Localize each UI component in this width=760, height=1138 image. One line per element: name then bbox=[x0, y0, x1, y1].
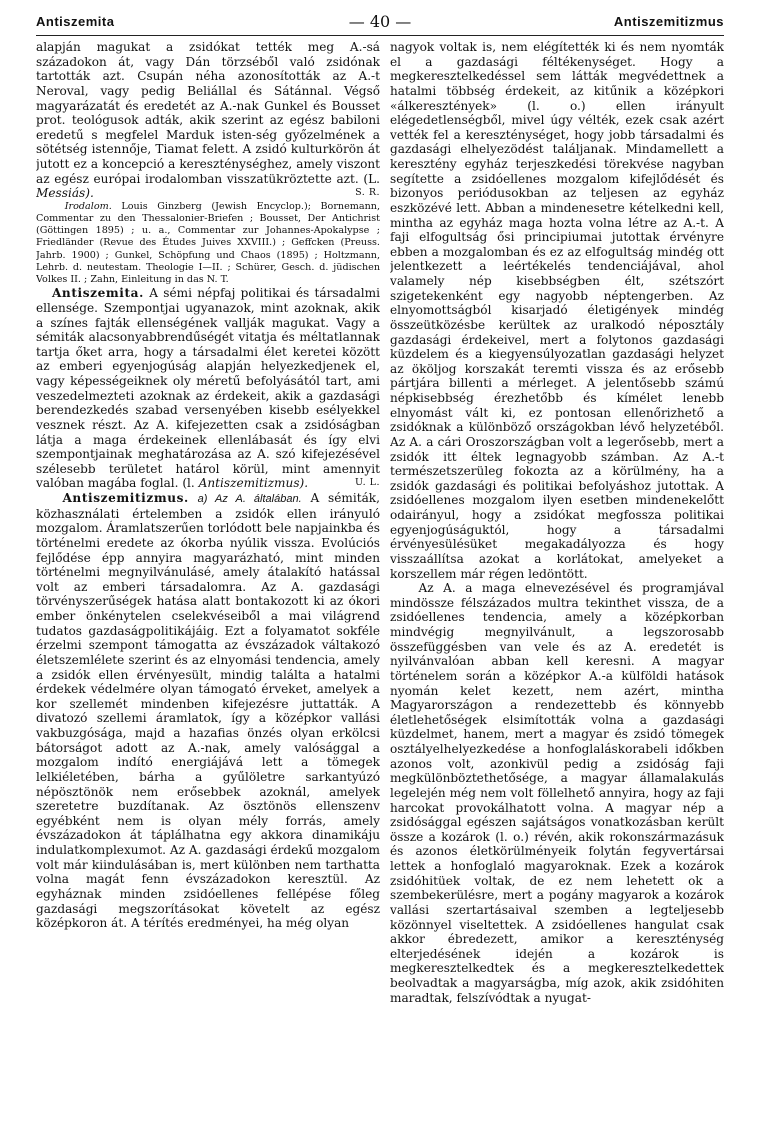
literature-list bbox=[36, 201, 380, 286]
literature-label: Irodalom. bbox=[64, 200, 112, 212]
body-text: A sémiták, közhasználati értelemben a zsidók ellen irányuló mozgalom. Áramlatszerűen torlódott bele napjainkba és történelmi eredete az ókorba nyúlik vissza. Evolúciós fejlődése épp annyira magyarázható, mint minden történelmi megnyilvánulásé, amely átalakító hatással volt az emberi társadalomra. Az A. gazdasági törvényszerűségek hatása alatt bontakozott ki az ókori ember önkénytelen cselekvéseiből a mai világrend tudatos gazdaságpolitikájáig. Ezt a folyamatot sokféle érzelmi szempont támogatta az évszázadok váltakozó életszemlélete szerint és az elnyomási tendencia, amely a zsidók ellen érvényesült, mindig találta a hatalmi érdekek védelmére olyan támogató érveket, amelyek a kor szellemét mindenben kifejezésre juttatták. A divatozó szellemi áramlatok, így a középkor vallási vakbuzgósága, majd a hazafias önzés olyan erkölcsi bátorságot adott az A.-nak, amely valósággal a mozgalom indító energiájává lett a tömegek lelkiéletében, bárha a gyűlöletre sarkantyúzó népösztönök nem erősebbek azoknál, amelyek szeretetre buzdítanak. Az ösztönös ellenszenv egyébként nem is olyan mély forrás, amely évszázadokon át táplálhatna egy akkora dinamikáju indulatkomplexumot. Az A. gazdasági érdekű mozgalom volt már kiindulásában is, mert különben nem tarthatta volna magát fenn évszázadokon keresztül. Az egyháznak minden zsidóellenes fellépése főleg gazdasági megszorításokat követelt az egész középkoron át. A térítés eredményei, ha még olyan bbox=[36, 491, 380, 931]
cross-reference: Antiszemitizmus). bbox=[198, 476, 309, 491]
entry-antichrist-end bbox=[36, 40, 380, 201]
entry-antiszemita bbox=[36, 286, 380, 491]
header-rule bbox=[36, 35, 724, 36]
page-header bbox=[36, 14, 724, 36]
running-head-right: Antiszemitizmus bbox=[613, 14, 724, 29]
literature-text: Louis Ginzberg (Jewish Encyclop.); Bornemann, Commentar zu den Thessalonier-Briefen ; Bousset, Der Antichrist (Göttingen 1895) ; u. a., Commentar zur Johannes-Apokalypse ; Friedländer (Revue des Études Juives XXVIII.) ; Geffcken (Preuss. Jahrb. 1900) ; Gunkel, Schöpfung und Chaos (1895) ; Holtzmann, Lehrb. d. neutestam. Theologie I—II. ; Schürer, Gesch. d. jüdischen Volkes II. ; Zahn, Einleitung in das N. T. bbox=[36, 200, 380, 286]
author-signature: U. L. bbox=[354, 477, 380, 489]
left-column bbox=[36, 40, 380, 1125]
body-text: Az A. a maga elnevezésével és programjával mindössze félszázados multra tekinthet vissza, de a zsidóellenes tendencia, amely a középkorban mindvégig megnyilvánult, a legszorosabb összefüggésben van vele és az A. eredetét is nyilvánvalóan abban kell keresni. A magyar történelem során a középkor A.-a külföldi hatások nyomán kelet kezett, nem azért, mintha Magyarországon a rendezettebb és könnyebb életlehetőségek elsimították volna a gazdasági küzdelmet, hanem, mert a magyar és zsidó tömegek osztályelhelyezkedése a honfoglaláskorabeli időkben azonos volt, azonkivül pedig a zsidóság faji megkülönböztethetősége, a magyar államalakulás legelején még nem volt föllelhető annyira, hogy az faji harcokat provokálhatott volna. A magyar nép a zsidósággal egészen sajátságos vonatkozásban került össze a kozárok (l. o.) révén, akik rokonszármazásuk és azonos életkörülményeik folytán fegyvertársai lettek a honfoglaló magyaroknak. Ezek a kozárok zsidóhitüek voltak, de ez nem lehetett ok a szembekerülésre, mert a pogány magyarok a kozárok vallási szertartásaival szemben a legteljesebb közönnyel viseltettek. A zsidóellenes hangulat csak akkor ébredezett, amikor a kereszténység elterjedésének idején a kozárok is megkeresztelkedtek és a megkeresztelkedettek beolvadtak a magyarságba, míg azok, akik zsidóhiten maradtak, felszívódtak a nyugat- bbox=[390, 581, 724, 1005]
page-number: — 40 — bbox=[348, 12, 412, 31]
section-subheading: a) Az A. általában. bbox=[197, 493, 302, 506]
right-column bbox=[390, 40, 724, 1125]
body-text: alapján magukat a zsidókat tették meg A.-sá századokon át, vagy Dán törzséből való zsidónak tartották azt. Csupán néha azonosították az A.-t Neroval, vagy pedig Beliállal és Sátánnal. Végső magyarázatát és eredetét az A.-nak Gunkel és Bousset prot. teológusok adták, akik szerint az egész babiloni eredetű s megfelel Marduk isten-ség győzelmének a sötétség istennője, Tiamat felett. A zsidó kulturkörön át jutott ez a koncepció a kereszténységhez, amely viszont az egész európai irodalomban visszatükröztette azt. (L. bbox=[36, 40, 380, 186]
entry-antiszemitizmus bbox=[36, 491, 380, 931]
body-paragraph bbox=[390, 581, 724, 1005]
cross-reference: Messiás). bbox=[36, 186, 94, 201]
running-head-left: Antiszemita bbox=[36, 14, 115, 29]
body-text: A sémi népfaj politikai és társadalmi ellensége. Szempontjai ugyanazok, mint azoknak, akik a színes fajták ellenségének vallják magukat. Vagy a sémiták alacsonyabbrendűségét vitatja és méltatlannak tartja őket arra, hogy a társadalmi élet keretei között az emberi egyenjogúság alapján helyezkedjenek el, vagy képességeiknek oly méretű befolyásától tart, ami veszedelmezteti azoknak az érdekeit, akik a gazdasági berendezkedés szabad versenyében kisebb esélyekkel vesznek részt. Az A. kifejezetten csak a zsidóságban látja a maga érdekeinek ellenlábasát és így elvi szempontjainak meghatározása az A. szó kifejezésével szélesebb területet határol körül, mint amennyit valóban magába foglal. (l. bbox=[36, 286, 380, 491]
entry-headword: Antiszemitizmus. bbox=[62, 491, 189, 506]
author-signature: S. R. bbox=[355, 187, 380, 199]
entry-headword: Antiszemita. bbox=[51, 286, 144, 301]
body-paragraph: nagyok voltak is, nem elégítették ki és nem nyomták el a gazdasági féltékenységet. Hogy a megkeresztelkedéssel sem látták megvédettnek a hatalmi többség érdekeit, az kitűnik a középkori «álkeresztények» (l. o.) ellen irányult elégedetlenségből, mivel úgy vélték, ezek csak azért vették fel a kereszténységet, hogy jobb társadalmi és gazdasági elhelyezödést találjanak. Mindamellett a keresztény egyház terjeszkedési törekvése nagyban segítette a zsidóellenes mozgalom kifejlődését és bizonyos periódusokban az teljesen az egyház eszközévé lett. Abban a mindenesetre kételkedni kell, mintha az egyház maga hozta volna létre az A.-t. A faji elfogultság ősi principiumai jutottak érvényre ebben a mozgalomban és ez az elfogultság mindég ott jelentkezett a leértékelés tendenciájával, ahol valamely nép kisebbségben élt, szétszórt szigetekenként egy nagyobb néptengerben. Az elnyomottságból kisarjadó életigények mindég összeütközésbe kerültek az uralkodó néposztály gazdasági érdekeivel, mert a folytonos gazdasági küzdelem és a kiegyensúlyozatlan gazdasági helyzet az ököljog korszakát teremti vissza és az erősebb pártjára billenti a mérleget. A jelentősebb számú népkisebbség érezhetőbb és kímélet lenebb elnyomást vált ki, ez pontosan ellenőrizhető a zsidóknak a különböző országokban lévő helyzetéből. Az A. a cári Oroszországban volt a legerősebb, mert a zsidók itt éltek legnagyobb számban. Az A.-t természetszerüleg fokozta az a körülmény, ha a zsidók gazdasági és politikai befolyáshoz jutottak. A zsidóellenes mozgalom ilyen esetben mindenekelőtt odairányul, hogy a zsidókat megfossza politikai egyenjogúságuktól, hogy a társadalmi érvényesülésüket megakadályozza és hogy visszaállítsa azokat a korlátokat, amelyeket a korszellem már régen ledöntött. bbox=[390, 40, 724, 581]
